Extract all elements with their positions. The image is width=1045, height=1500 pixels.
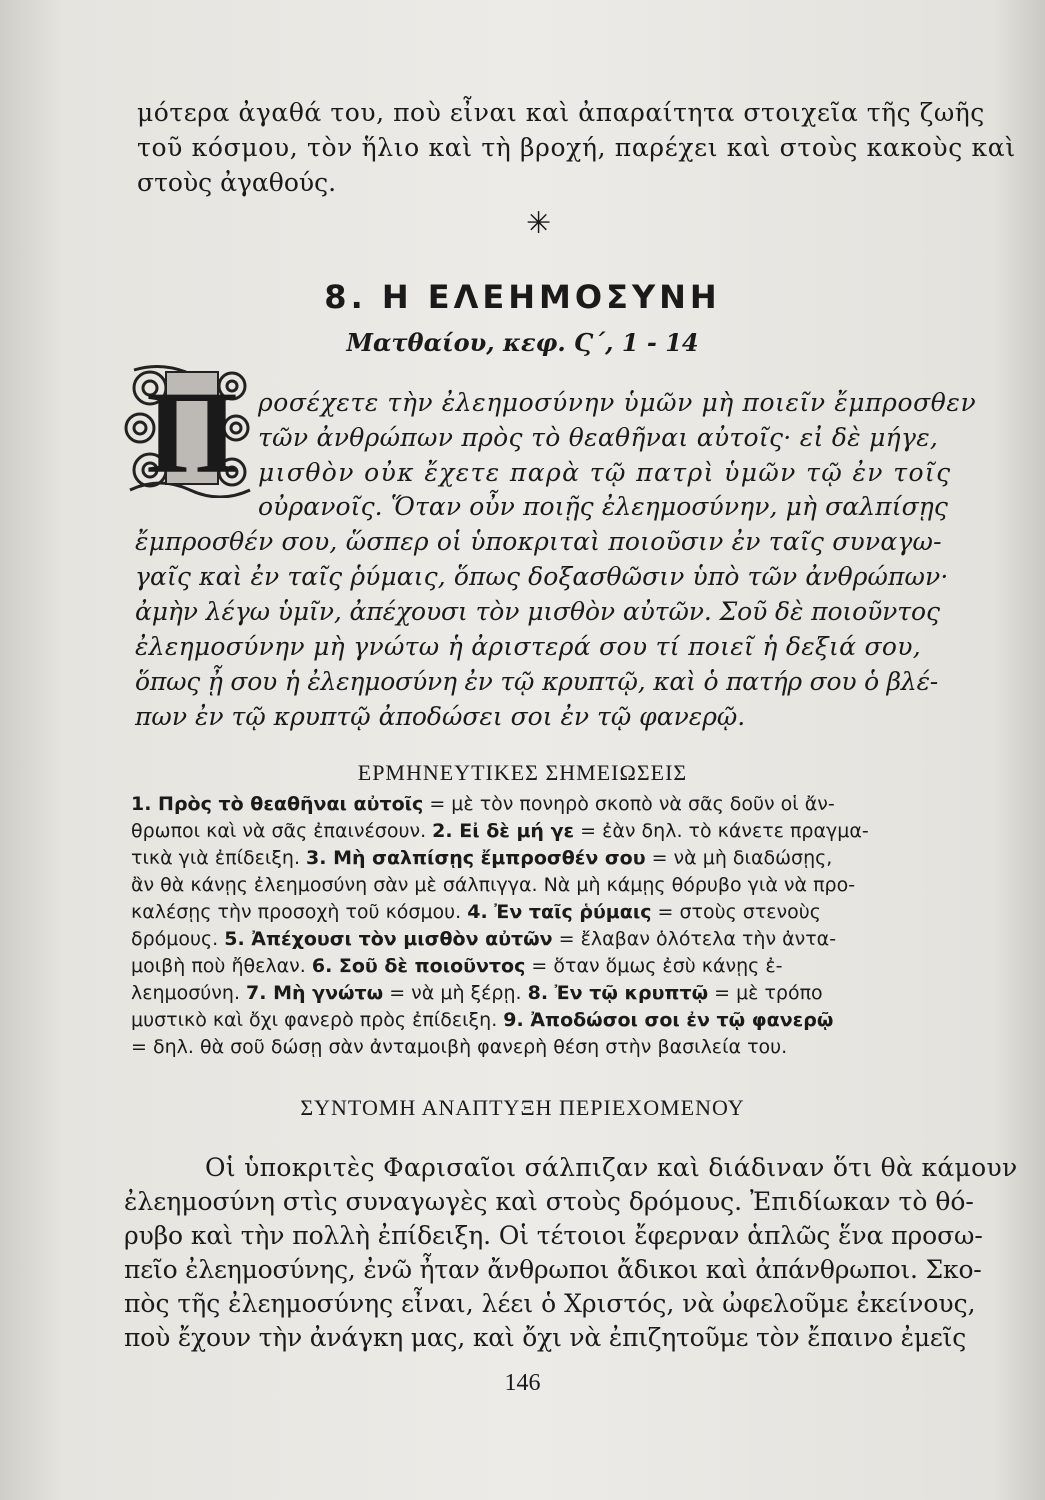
note-line xyxy=(131,903,821,922)
summary-line: Οἱ ὑποκριτὲς Φαρισαῖοι σάλπιζαν καὶ διάδιναν ὅτι θὰ κάμουν xyxy=(205,1153,1018,1182)
note-line xyxy=(131,795,835,814)
summary-line: ποὺ ἔχουν τὴν ἀνάγκη μας, καὶ ὄχι νὰ ἐπιζητοῦμε τὸν ἔπαινο ἐμεῖς xyxy=(124,1323,967,1352)
intro-line: στοὺς ἀγαθούς. xyxy=(137,168,337,197)
note-text: καλέσῃς τὴν προσοχὴ τοῦ κόσμου. xyxy=(131,901,468,923)
note-line xyxy=(131,849,832,868)
note-text: μυστικὸ καὶ ὄχι φανερὸ πρὸς ἐπίδειξη. xyxy=(131,1009,504,1031)
note-term: 5. Ἀπέχουσι τὸν μισθὸν αὐτῶν xyxy=(224,928,553,950)
section-separator-asterisk: ✳ xyxy=(526,206,552,241)
scripture-line: μισθὸν οὐκ ἔχετε παρὰ τῷ πατρὶ ὑμῶν τῷ ἐν τοῖς xyxy=(258,458,952,487)
note-text: = μὲ τὸν πονηρὸ σκοπὸ νὰ σᾶς δοῦν οἱ ἄν- xyxy=(423,793,835,815)
intro-line: μότερα ἀγαθά του, ποὺ εἶναι καὶ ἀπαραίτητα στοιχεῖα τῆς ζωῆς xyxy=(137,98,985,127)
note-text: = στοὺς στενοὺς xyxy=(651,901,821,923)
page-number: 146 xyxy=(504,1370,541,1396)
scripture-reference: Ματθαίου, κεφ. Ϛ΄, 1 - 14 xyxy=(346,328,699,357)
note-term: 4. Ἐν ταῖς ῥύμαις xyxy=(467,901,652,923)
ornamental-dropcap xyxy=(120,358,258,498)
note-line: = δηλ. θὰ σοῦ δώσῃ σὰν ἀνταμοιβὴ φανερὴ θέση στὴν βασιλεία του. xyxy=(131,1036,788,1058)
note-line xyxy=(131,1011,833,1030)
note-text: = ὅταν ὅμως ἐσὺ κάνῃς ἐ- xyxy=(525,955,783,977)
note-term: 8. Ἐν τῷ κρυπτῷ xyxy=(527,982,709,1004)
note-line: ἂν θὰ κάνῃς ἐλεημοσύνη σὰν μὲ σάλπιγγα. Νὰ μὴ κάμῃς θόρυβο γιὰ νὰ προ- xyxy=(131,874,856,896)
scripture-line: πων ἐν τῷ κρυπτῷ ἀποδώσει σοι ἐν τῷ φανερῷ. xyxy=(135,702,746,731)
summary-heading: ΣΥΝΤΟΜΗ ΑΝΑΠΤΥΞΗ ΠΕΡΙΕΧΟΜΕΝΟΥ xyxy=(300,1095,745,1120)
summary-line: πεῖο ἐλεημοσύνης, ἐνῶ ἦταν ἄνθρωποι ἄδικοι καὶ ἀπάνθρωποι. Σκο- xyxy=(124,1255,982,1284)
note-text: δρόμους. xyxy=(131,928,225,950)
note-term: 1. Πρὸς τὸ θεαθῆναι αὐτοῖς xyxy=(131,793,424,815)
note-term: 7. Μὴ γνώτω xyxy=(246,982,384,1004)
note-text: = νὰ μὴ ξέρῃ. xyxy=(383,982,528,1004)
scripture-line: γαῖς καὶ ἐν ταῖς ῥύμαις, ὅπως δοξασθῶσιν ὑπὸ τῶν ἀνθρώπων· xyxy=(135,562,949,591)
note-term: 3. Μὴ σαλπίσῃς ἔμπροσθέν σου xyxy=(306,847,646,869)
note-term: 2. Εἰ δὲ μή γε xyxy=(432,820,575,842)
note-line xyxy=(131,822,869,841)
note-term: 9. Ἀποδώσοι σοι ἐν τῷ φανερῷ xyxy=(503,1009,834,1031)
note-text: = νὰ μὴ διαδώσῃς, xyxy=(645,847,833,869)
dropcap-letter: Π xyxy=(146,367,238,498)
scripture-line: ἀμὴν λέγω ὑμῖν, ἀπέχουσι τὸν μισθὸν αὐτῶν. Σοῦ δὲ ποιοῦντος xyxy=(135,597,940,626)
scripture-line: ἔμπροσθέν σου, ὥσπερ οἱ ὑποκριταὶ ποιοῦσιν ἐν ταῖς συναγω- xyxy=(135,527,942,556)
scripture-line: ἐλεημοσύνην μὴ γνώτω ἡ ἀριστερά σου τί ποιεῖ ἡ δεξιά σου, xyxy=(135,632,921,661)
summary-line: πὸς τῆς ἐλεημοσύνης εἶναι, λέει ὁ Χριστός, νὰ ὠφελοῦμε ἐκείνους, xyxy=(124,1289,976,1318)
intro-line: τοῦ κόσμου, τὸν ἥλιο καὶ τὴ βροχή, παρέχει καὶ στοὺς κακοὺς καὶ xyxy=(137,133,1016,162)
note-line xyxy=(131,984,823,1003)
note-line xyxy=(131,957,782,976)
note-text: = μὲ τρόπο xyxy=(708,982,823,1004)
note-term: 6. Σοῦ δὲ ποιοῦντος xyxy=(311,955,526,977)
summary-line: ἐλεημοσύνη στὶς συναγωγὲς καὶ στοὺς δρόμους. Ἐπιδίωκαν τὸ θό- xyxy=(124,1187,974,1216)
notes-heading: ΕΡΜΗΝΕΥΤΙΚΕΣ ΣΗΜΕΙΩΣΕΙΣ xyxy=(357,760,688,785)
scripture-line: ροσέχετε τὴν ἐλεημοσύνην ὑμῶν μὴ ποιεῖν ἔμπροσθεν xyxy=(258,388,977,417)
summary-line: ρυβο καὶ τὴν πολλὴ ἐπίδειξη. Οἱ τέτοιοι ἔφερναν ἁπλῶς ἕνα προσω- xyxy=(124,1221,983,1250)
scripture-line: οὐρανοῖς. Ὅταν οὖν ποιῇς ἐλεημοσύνην, μὴ σαλπίσῃς xyxy=(258,492,948,521)
section-title: 8. Η ΕΛΕΗΜΟΣΥΝΗ xyxy=(324,278,721,316)
note-text: μοιβὴ ποὺ ἤθελαν. xyxy=(131,955,312,977)
note-text: τικὰ γιὰ ἐπίδειξη. xyxy=(131,847,307,869)
dropcap-ornament-icon xyxy=(120,358,258,498)
note-text: = ἔλαβαν ὁλότελα τὴν ἀντα- xyxy=(552,928,837,950)
scripture-line: ὅπως ᾖ σου ἡ ἐλεημοσύνη ἐν τῷ κρυπτῷ, καὶ ὁ πατήρ σου ὁ βλέ- xyxy=(135,667,939,696)
note-text: θρωποι καὶ νὰ σᾶς ἐπαινέσουν. xyxy=(131,820,433,842)
note-text: = ἐὰν δηλ. τὸ κάνετε πραγμα- xyxy=(574,820,869,842)
note-line xyxy=(131,930,836,949)
note-text: λεημοσύνη. xyxy=(131,982,247,1004)
scripture-line: τῶν ἀνθρώπων πρὸς τὸ θεαθῆναι αὐτοῖς· εἰ δὲ μήγε, xyxy=(258,423,939,452)
